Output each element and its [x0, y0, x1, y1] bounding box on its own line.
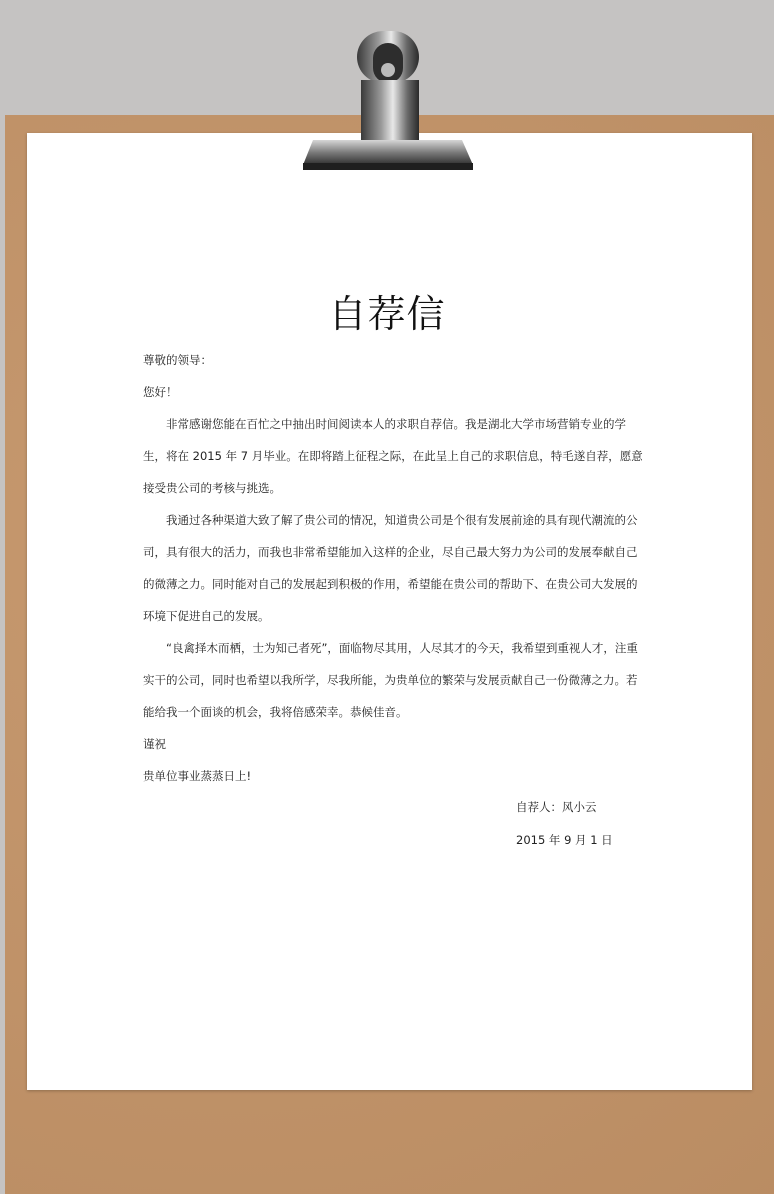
paragraph-intro: 非常感谢您能在百忙之中抽出时间阅读本人的求职自荐信。我是湖北大学市场营销专业的学生，将在 2015 年 7 月毕业。在即将踏上征程之际，在此呈上自己的求职信息，特毛遂自荐，愿意接受贵公司的考核与挑选。 — [143, 417, 643, 495]
closing-line-1: 谨祝 — [143, 737, 166, 751]
letter-body — [143, 344, 643, 792]
greeting: 您好！ — [143, 385, 178, 399]
closing-line-2: 贵单位事业蒸蒸日上! — [143, 769, 252, 783]
binder-clip-icon — [295, 25, 480, 175]
letter-date: 2015 年 9 月 1 日 — [516, 833, 613, 847]
paragraph-closing: “良禽择木而栖，士为知己者死”，面临物尽其用，人尽其才的今天，我希望到重视人才，注重实干的公司，同时也希望以我所学，尽我所能，为贵单位的繁荣与发展贡献自己一份微薄之力。若能给我一个面谈的机会，我将倍感荣幸。恭候佳音。 — [143, 641, 638, 719]
signature: 自荐人：风小云 — [516, 800, 597, 814]
paragraph-company: 我通过各种渠道大致了解了贵公司的情况，知道贵公司是个很有发展前途的具有现代潮流的公司，具有很大的活力，而我也非常希望能加入这样的企业，尽自己最大努力为公司的发展奉献自己的微薄之力。同时能对自己的发展起到积极的作用，希望能在贵公司的帮助下、在贵公司大发展的环境下促进自己的发展。 — [143, 513, 638, 623]
salutation: 尊敬的领导： — [143, 353, 212, 367]
page-title: 自荐信 — [328, 292, 446, 336]
